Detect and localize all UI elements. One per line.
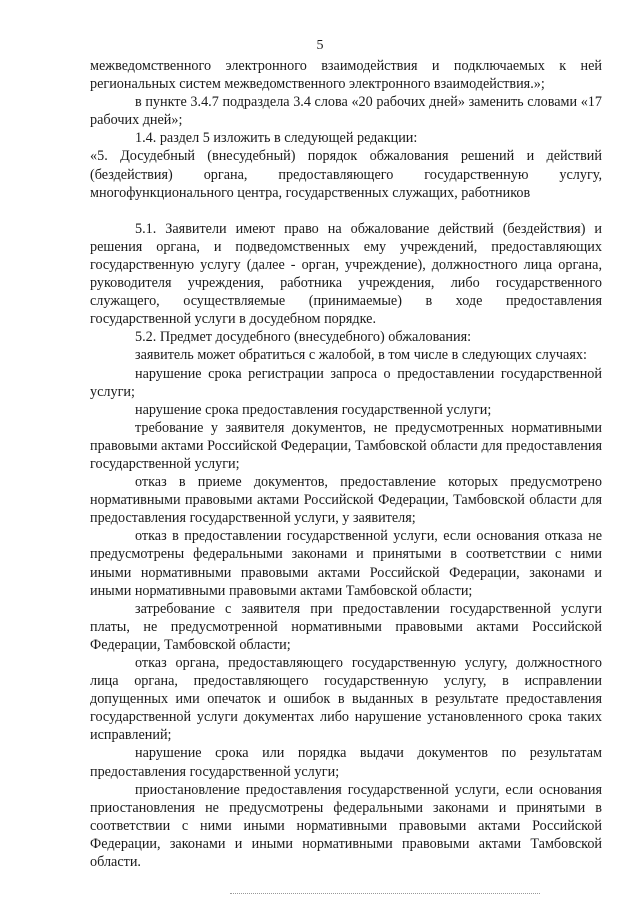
list-item-registration: нарушение срока регистрации запроса о предоставлении государственной услуги; <box>90 365 602 400</box>
list-item-documents-request: требование у заявителя документов, не предусмотренных нормативными правовыми актами Российской Федерации, Тамбовской области для предоставления государственной услуги; <box>90 419 602 472</box>
paragraph-section-intro: 1.4. раздел 5 изложить в следующей редакции: <box>135 130 418 147</box>
page-number: 5 <box>316 38 324 53</box>
list-item-refusal-acceptance: отказ в приеме документов, предоставление которых предусмотрено нормативными правовыми актами Российской Федерации, Тамбовской области для предоставления государственной услуги, у заявителя; <box>90 474 602 527</box>
list-item-refusal-service: отказ в предоставлении государственной услуги, если основания отказа не предусмотрены федеральными законами и принятыми в соответствии с ними иными нормативными правовыми актами Российской Федерации, законами и иными нормативными правовыми актами Тамбовской области; <box>90 528 602 599</box>
list-item-correction-refusal: отказ органа, предоставляющего государственную услугу, должностного лица органа, предоставляющего государственную услугу, в исправлении допущенных ими опечаток и ошибок в выданных в результате предоставления государственной услуги документах либо нарушение установленного срока таких исправлений; <box>90 655 602 744</box>
section-heading: «5. Досудебный (внесудебный) порядок обжалования решений и действий (бездействия) органа, предоставляющего государственную услугу, многофункционального центра, государственных служащих, работников <box>90 148 602 201</box>
paragraph-amendment: в пункте 3.4.7 подраздела 3.4 слова «20 рабочих дней» заменить словами «17 рабочих дней»; <box>90 94 602 129</box>
paragraph-5-2: 5.2. Предмет досудебного (внесудебного) обжалования: <box>135 329 472 346</box>
paragraph-continuation: межведомственного электронного взаимодействия и подключаемых к ней региональных систем межведомственного электронного взаимодействия.»; <box>90 58 602 93</box>
list-item-issuance: нарушение срока или порядка выдачи документов по результатам предоставления государственной услуги; <box>90 745 602 780</box>
document-body <box>90 57 602 871</box>
list-item-fee: затребование с заявителя при предоставлении государственной услуги платы, не предусмотренной нормативными правовыми актами Российской Федерации, Тамбовской области; <box>90 600 602 653</box>
spacer <box>90 202 602 220</box>
paragraph-5-1: 5.1. Заявители имеют право на обжалование действий (бездействия) и решения органа, и подведомственных ему учреждений, предоставляющих государственную услугу (далее - орган, учреждение), должностного лица органа, руководителя учреждения, работника учреждения, либо государственного служащего, осуществляемые (принимаемые) в ходе предоставления государственной услуги в досудебном порядке. <box>90 220 602 328</box>
paragraph-cases-intro: заявитель может обратиться с жалобой, в том числе в следующих случаях: <box>135 347 587 364</box>
scan-artifact-line <box>230 893 540 894</box>
list-item-deadline: нарушение срока предоставления государственной услуги; <box>135 401 492 418</box>
list-item-suspension: приостановление предоставления государственной услуги, если основания приостановления не предусмотрены федеральными законами и принятыми в соответствии с ними иными нормативными правовыми актами Российской Федерации, законами и иными нормативными правовыми актами Тамбовской области. <box>90 781 602 871</box>
